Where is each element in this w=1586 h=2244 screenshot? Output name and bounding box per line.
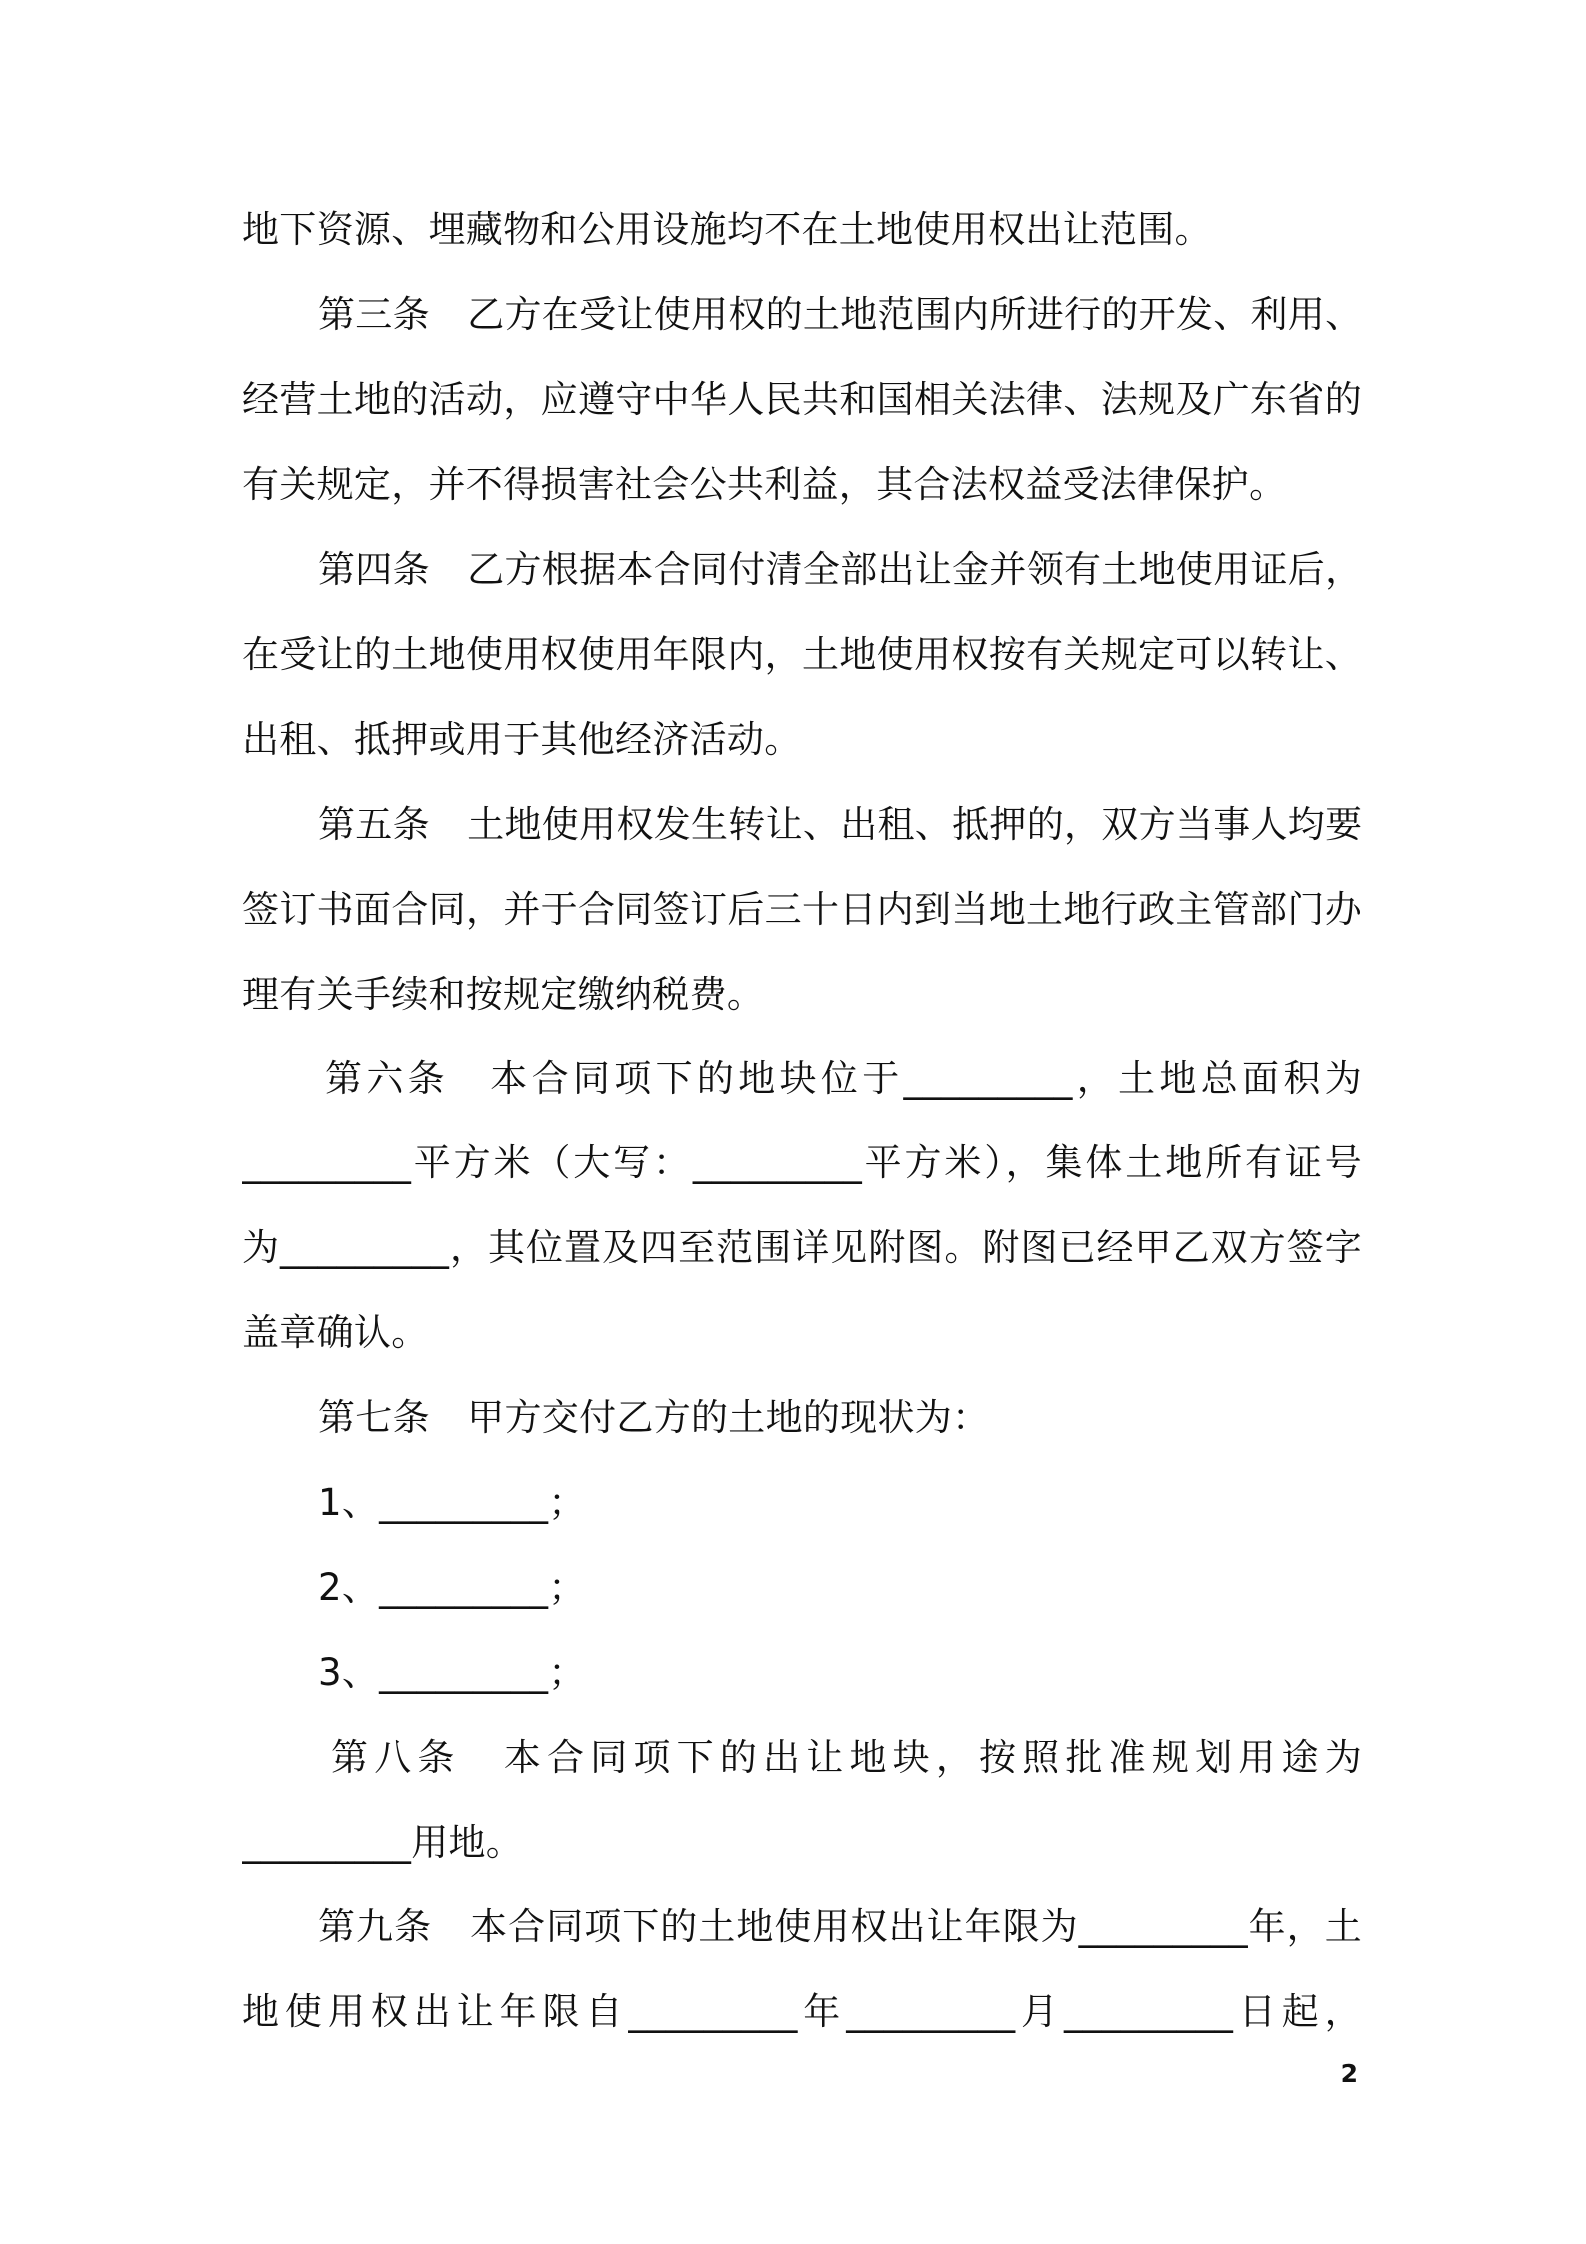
page-number: 2 [1340, 2059, 1358, 2088]
text-line: 签订书面合同，并于合同签订后三十日内到当地土地行政主管部门办 [242, 888, 1362, 931]
text-line: _________用地。 [242, 1821, 524, 1864]
text-line: 地下资源、埋藏物和公用设施均不在土地使用权出让范围。 [242, 208, 1212, 251]
article-six-heading-line: 第六条 本合同项下的地块位于_________，土地总面积为 [325, 1057, 1362, 1100]
text-line: 为_________，其位置及四至范围详见附图。附图已经甲乙双方签字 [242, 1226, 1362, 1269]
text-line: 出租、抵押或用于其他经济活动。 [242, 718, 802, 761]
article-five-heading-line: 第五条 土地使用权发生转让、出租、抵押的，双方当事人均要 [318, 803, 1362, 846]
text-line: 地使用权出让年限自_________年_________月_________日起， [242, 1990, 1362, 2033]
article-three-heading-line: 第三条 乙方在受让使用权的土地范围内所进行的开发、利用、 [318, 293, 1362, 336]
article-seven-heading-line: 第七条 甲方交付乙方的土地的现状为： [318, 1396, 990, 1439]
article-eight-heading-line: 第八条 本合同项下的出让地块，按照批准规划用途为 [331, 1736, 1362, 1779]
article-four-heading-line: 第四条 乙方根据本合同付清全部出让金并领有土地使用证后， [318, 548, 1362, 591]
text-line: 理有关手续和按规定缴纳税费。 [242, 973, 765, 1016]
text-line: 有关规定，并不得损害社会公共利益，其合法权益受法律保护。 [242, 463, 1287, 506]
text-line: 在受让的土地使用权使用年限内，土地使用权按有关规定可以转让、 [242, 633, 1362, 676]
list-item: 3、_________； [318, 1651, 586, 1694]
list-item: 2、_________； [318, 1566, 586, 1609]
text-line: 盖章确认。 [242, 1311, 429, 1354]
article-nine-heading-line: 第九条 本合同项下的土地使用权出让年限为_________年，土 [318, 1905, 1362, 1948]
text-line: _________平方米（大写：_________平方米），集体土地所有证号 [242, 1141, 1362, 1184]
text-line: 经营土地的活动，应遵守中华人民共和国相关法律、法规及广东省的 [242, 378, 1362, 421]
list-item: 1、_________； [318, 1481, 586, 1524]
